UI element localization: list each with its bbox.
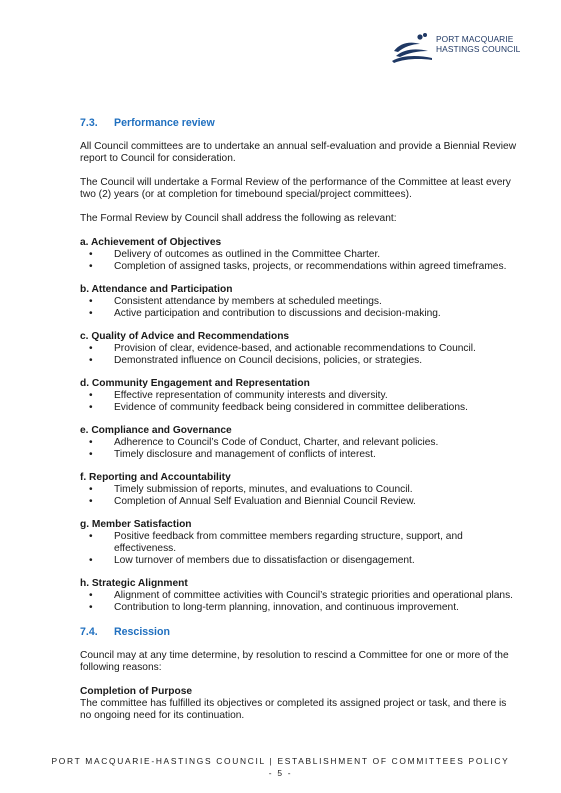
bullet-list xyxy=(80,343,520,367)
page-number: - 5 - xyxy=(268,768,293,778)
list-item: • Positive feedback from committee members regarding structure, support, and effectiveness. xyxy=(80,531,520,555)
criteria-section xyxy=(80,237,520,273)
paragraph: The Council will undertake a Formal Review of the performance of the Committee at least every two (2) years (or at completion for timebound special/project committees). xyxy=(80,177,511,200)
list-item: • Contribution to long-term planning, innovation, and continuous improvement. xyxy=(80,602,520,614)
criteria-section xyxy=(80,519,520,567)
criteria-section xyxy=(80,578,520,614)
paragraph: The committee has fulfilled its objectives or completed its assigned project or task, and there is no ongoing need for its continuation. xyxy=(80,698,507,721)
list-item: • Evidence of community feedback being considered in committee deliberations. xyxy=(80,402,520,414)
list-item: • Effective representation of community interests and diversity. xyxy=(80,390,520,402)
list-item: • Completion of assigned tasks, projects, or recommendations within agreed timeframes. xyxy=(80,261,520,273)
section-title: h. Strategic Alignment xyxy=(80,578,188,589)
paragraph: Council may at any time determine, by resolution to rescind a Committee for one or more of the following reasons: xyxy=(80,650,509,673)
list-item: • Alignment of committee activities with Council’s strategic priorities and operational plans. xyxy=(80,590,520,602)
bullet-list xyxy=(80,531,520,567)
bullet-list xyxy=(80,390,520,414)
section-title: f. Reporting and Accountability xyxy=(80,472,231,483)
heading-7-4 xyxy=(80,626,520,638)
heading-number: 7.3. xyxy=(80,117,98,129)
heading-title: Performance review xyxy=(114,117,215,129)
list-item: • Demonstrated influence on Council decisions, policies, or strategies. xyxy=(80,355,520,367)
bullet-list xyxy=(80,296,520,320)
council-logo-text xyxy=(436,34,520,54)
paragraph: The Formal Review by Council shall address the following as relevant: xyxy=(80,213,397,224)
heading-number: 7.4. xyxy=(80,626,98,638)
list-item: • Timely submission of reports, minutes, and evaluations to Council. xyxy=(80,484,520,496)
heading-title: Rescission xyxy=(114,626,170,638)
section-title: g. Member Satisfaction xyxy=(80,519,192,530)
criteria-section xyxy=(80,472,520,508)
list-item: • Active participation and contribution to discussions and decision-making. xyxy=(80,308,520,320)
bullet-list xyxy=(80,484,520,508)
document-body xyxy=(80,117,520,722)
criteria-section xyxy=(80,331,520,367)
criteria-section xyxy=(80,284,520,320)
section-title: e. Compliance and Governance xyxy=(80,425,232,436)
criteria-section xyxy=(80,378,520,414)
list-item: • Low turnover of members due to dissatisfaction or disengagement. xyxy=(80,555,520,567)
section-title: c. Quality of Advice and Recommendations xyxy=(80,331,290,342)
council-logo xyxy=(392,31,542,65)
criteria-section xyxy=(80,425,520,461)
list-item: • Adherence to Council’s Code of Conduct, Charter, and relevant policies. xyxy=(80,437,520,449)
section-title: d. Community Engagement and Representation xyxy=(80,378,310,389)
bullet-list xyxy=(80,590,520,614)
list-item: • Delivery of outcomes as outlined in the Committee Charter. xyxy=(80,249,520,261)
section-title: a. Achievement of Objectives xyxy=(80,237,222,248)
list-item: • Consistent attendance by members at scheduled meetings. xyxy=(80,296,520,308)
list-item: • Timely disclosure and management of conflicts of interest. xyxy=(80,449,520,461)
bullet-list xyxy=(80,437,520,461)
section-title: b. Attendance and Participation xyxy=(80,284,233,295)
logo-line-2: HASTINGS COUNCIL xyxy=(436,44,521,54)
paragraph: All Council committees are to undertake an annual self-evaluation and provide a Biennial Review report to Council for consideration. xyxy=(80,141,517,164)
logo-line-1: PORT MACQUARIE xyxy=(436,34,514,44)
section-title: Completion of Purpose xyxy=(80,686,193,697)
list-item: • Completion of Annual Self Evaluation and Biennial Council Review. xyxy=(80,496,520,508)
council-logo-icon xyxy=(392,31,432,65)
list-item: • Provision of clear, evidence-based, and actionable recommendations to Council. xyxy=(80,343,520,355)
bullet-list xyxy=(80,249,520,273)
heading-7-3 xyxy=(80,117,520,129)
footer-title: PORT MACQUARIE-HASTINGS COUNCIL | ESTABLISHMENT OF COMMITTEES POLICY xyxy=(51,756,510,766)
